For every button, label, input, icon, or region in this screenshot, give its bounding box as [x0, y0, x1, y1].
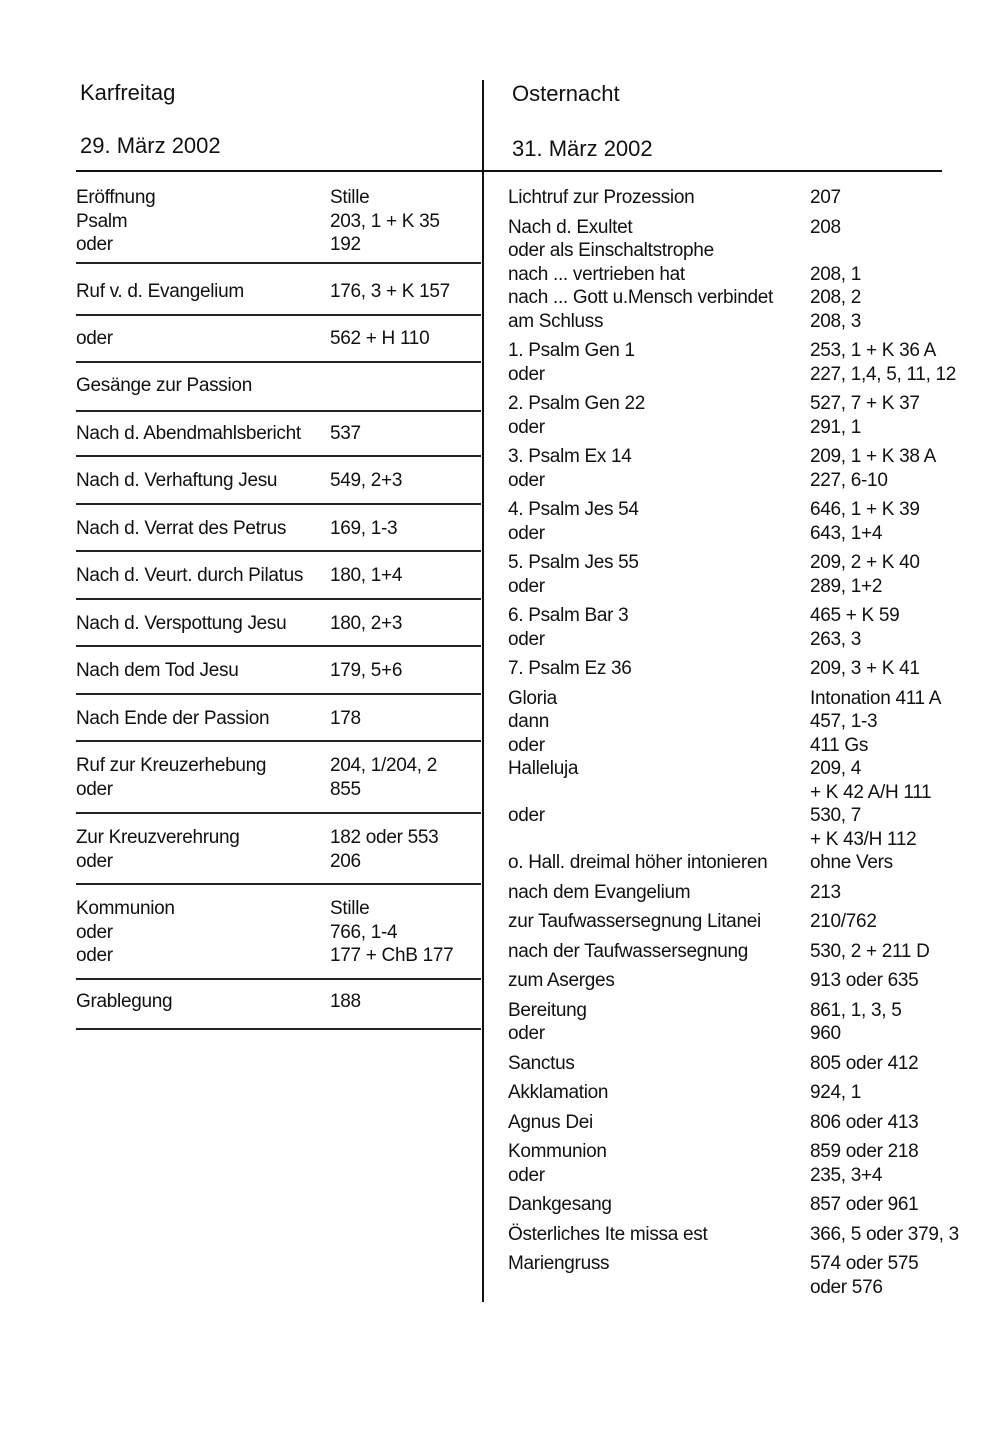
item-value: 253, 1 + K 36 A: [810, 340, 936, 361]
list-item: [508, 551, 968, 575]
item-value: 857 oder 961: [810, 1194, 919, 1215]
item-label: nach der Taufwassersegnung: [508, 940, 749, 962]
item-value: Intonation 411 A: [810, 687, 942, 709]
item-value: 263, 3: [810, 628, 862, 650]
left-group: [76, 564, 481, 588]
item-label: 3. Psalm Ex 14: [508, 446, 632, 467]
left-group: [76, 754, 481, 801]
list-item: [508, 969, 968, 993]
list-item: [76, 921, 481, 945]
list-item: [508, 910, 968, 934]
list-item: [508, 239, 968, 263]
list-item: [508, 628, 968, 652]
item-value: 646, 1 + K 39: [810, 499, 920, 520]
list-item: [508, 828, 968, 852]
item-label: Kommunion: [508, 1141, 607, 1162]
item-label: oder: [508, 363, 545, 385]
list-item: [508, 416, 968, 440]
right-group: [508, 910, 968, 934]
list-item: [508, 1223, 968, 1247]
item-value: 209, 2 + K 40: [810, 552, 920, 573]
row-divider: [76, 883, 481, 885]
list-item: [508, 804, 968, 828]
list-item: [508, 186, 968, 210]
item-value: 210/762: [810, 911, 877, 932]
item-value: oder 576: [810, 1276, 883, 1298]
list-item: [76, 850, 481, 874]
left-group: [76, 469, 481, 493]
left-title: Karfreitag: [80, 80, 176, 105]
item-label: Grablegung: [76, 991, 173, 1012]
list-item: [76, 186, 481, 210]
right-group: [508, 881, 968, 905]
item-label: 6. Psalm Bar 3: [508, 605, 629, 626]
list-item: [508, 734, 968, 758]
column-divider: [482, 80, 484, 1302]
item-label: oder: [76, 778, 113, 800]
left-date: 29. März 2002: [80, 133, 221, 158]
item-label: oder: [508, 734, 545, 756]
item-value: 859 oder 218: [810, 1141, 919, 1162]
item-value: + K 42 A/H 111: [810, 781, 932, 803]
item-label: nach dem Evangelium: [508, 881, 691, 903]
item-value: 411 Gs: [810, 734, 869, 756]
list-item: [76, 659, 481, 683]
list-item: [508, 1081, 968, 1105]
list-item: [508, 498, 968, 522]
item-label: dann: [508, 711, 550, 732]
row-divider: [76, 262, 481, 264]
item-label: 1. Psalm Gen 1: [508, 340, 635, 361]
item-value: 457, 1-3: [810, 711, 878, 732]
list-item: [508, 469, 968, 493]
item-label: [508, 1276, 810, 1300]
item-label: Ruf zur Kreuzerhebung: [76, 755, 267, 776]
list-item: [508, 781, 968, 805]
item-label: nach ... Gott u.Mensch verbindet: [508, 287, 773, 308]
list-item: [76, 754, 481, 778]
list-item: [508, 1252, 968, 1276]
item-value: 562 + H 110: [330, 328, 430, 349]
item-value: [330, 374, 481, 398]
item-label: oder: [76, 921, 113, 943]
list-item: [508, 940, 968, 964]
item-label: oder: [508, 469, 545, 491]
item-value: 182 oder 553: [330, 827, 439, 848]
item-value: 208, 1: [810, 263, 862, 285]
list-item: [508, 286, 968, 310]
list-item: [508, 1052, 968, 1076]
right-column: [508, 186, 968, 1305]
item-label: oder als Einschaltstrophe: [508, 240, 714, 261]
row-divider: [76, 812, 481, 814]
item-label: Ruf v. d. Evangelium: [76, 281, 244, 302]
row-divider: [76, 978, 481, 980]
list-item: [76, 517, 481, 541]
list-item: [508, 339, 968, 363]
right-group: [508, 1223, 968, 1247]
right-group: [508, 1193, 968, 1217]
item-label: 7. Psalm Ez 36: [508, 658, 632, 679]
item-label: zur Taufwassersegnung Litanei: [508, 911, 761, 932]
item-value: 855: [330, 778, 361, 800]
item-value: 291, 1: [810, 416, 862, 438]
item-value: 178: [330, 708, 361, 729]
row-divider: [76, 455, 481, 457]
list-item: [508, 881, 968, 905]
item-value: 192: [330, 234, 361, 255]
item-value: 206: [330, 850, 361, 872]
left-group: [76, 517, 481, 541]
item-value: 176, 3 + K 157: [330, 281, 450, 302]
list-item: [508, 604, 968, 628]
item-value: 643, 1+4: [810, 522, 883, 544]
item-value: 207: [810, 187, 841, 208]
item-label: Zur Kreuzverehrung: [76, 827, 240, 848]
row-divider: [76, 361, 481, 363]
item-value: 203, 1 + K 35: [330, 210, 440, 232]
row-divider: [76, 598, 481, 600]
item-label: Sanctus: [508, 1052, 575, 1074]
item-label: 5. Psalm Jes 55: [508, 552, 639, 573]
left-group: [76, 612, 481, 636]
item-value: 766, 1-4: [330, 921, 398, 943]
left-group: [76, 186, 481, 257]
item-label: Gesänge zur Passion: [76, 375, 252, 396]
item-label: oder: [508, 1164, 545, 1186]
left-group: [76, 659, 481, 683]
item-label: Mariengruss: [508, 1253, 610, 1274]
item-value: 806 oder 413: [810, 1111, 919, 1133]
item-label: oder: [508, 1023, 545, 1044]
item-label: Österliches Ite missa est: [508, 1223, 708, 1245]
right-group: [508, 604, 968, 651]
list-item: [508, 1193, 968, 1217]
item-label: Gloria: [508, 687, 557, 709]
item-label: Nach d. Verrat des Petrus: [76, 518, 287, 539]
item-value: 180, 2+3: [330, 613, 403, 634]
list-item: [508, 216, 968, 240]
item-label: Nach d. Verhaftung Jesu: [76, 470, 278, 491]
row-divider: [76, 740, 481, 742]
item-value: + K 43/H 112: [810, 828, 917, 850]
list-item: [508, 1140, 968, 1164]
list-item: [508, 710, 968, 734]
item-label: oder: [76, 234, 113, 255]
right-group: [508, 186, 968, 210]
list-item: [508, 657, 968, 681]
right-group: [508, 445, 968, 492]
right-group: [508, 940, 968, 964]
item-label: o. Hall. dreimal höher intonieren: [508, 852, 768, 873]
item-value: ohne Vers: [810, 852, 893, 873]
item-value: 208: [810, 216, 841, 238]
list-item: [508, 687, 968, 711]
item-label: oder: [508, 416, 545, 438]
item-value: 227, 1,4, 5, 11, 12: [810, 363, 957, 385]
list-item: [508, 263, 968, 287]
item-value: [810, 239, 968, 263]
item-label: nach ... vertrieben hat: [508, 263, 685, 285]
list-item: [76, 707, 481, 731]
item-value: 924, 1: [810, 1082, 862, 1103]
left-group: [76, 327, 481, 351]
item-label: Nach Ende der Passion: [76, 708, 270, 729]
item-value: 366, 5 oder 379, 3: [810, 1223, 959, 1245]
item-label: Nach d. Abendmahlsbericht: [76, 423, 301, 444]
right-group: [508, 969, 968, 993]
list-item: [508, 1164, 968, 1188]
item-label: oder: [508, 522, 545, 544]
row-divider: [76, 1028, 481, 1030]
left-group: [76, 422, 481, 446]
list-item: [76, 210, 481, 234]
left-group: [76, 707, 481, 731]
item-label: Halleluja: [508, 758, 579, 779]
row-divider: [76, 693, 481, 695]
item-value: 180, 1+4: [330, 565, 403, 586]
item-value: 960: [810, 1023, 841, 1044]
list-item: [508, 999, 968, 1023]
list-item: [76, 564, 481, 588]
item-value: 549, 2+3: [330, 470, 403, 491]
item-label: Dankgesang: [508, 1194, 612, 1215]
item-value: 537: [330, 423, 361, 444]
item-value: 177 + ChB 177: [330, 945, 454, 966]
item-value: 805 oder 412: [810, 1052, 919, 1074]
list-item: [508, 392, 968, 416]
item-value: 208, 2: [810, 287, 862, 308]
item-label: oder: [76, 328, 113, 349]
right-date: 31. März 2002: [512, 136, 653, 161]
item-label: Nach d. Verspottung Jesu: [76, 613, 287, 634]
left-group: [76, 280, 481, 304]
row-divider: [76, 503, 481, 505]
right-group: [508, 339, 968, 386]
item-value: 530, 7: [810, 805, 862, 826]
item-value: 465 + K 59: [810, 605, 900, 626]
item-value: 179, 5+6: [330, 660, 403, 681]
left-group: [76, 374, 481, 398]
list-item: [508, 445, 968, 469]
list-item: [508, 310, 968, 334]
item-label: Psalm: [76, 210, 128, 232]
list-item: [76, 990, 481, 1014]
list-item: [508, 1111, 968, 1135]
right-group: [508, 1111, 968, 1135]
list-item: [508, 363, 968, 387]
item-label: zum Aserges: [508, 970, 615, 991]
right-group: [508, 999, 968, 1046]
list-item: [76, 374, 481, 398]
list-item: [508, 1276, 968, 1300]
item-label: Nach d. Exultet: [508, 216, 633, 238]
list-item: [76, 778, 481, 802]
list-item: [76, 826, 481, 850]
left-group: [76, 990, 481, 1014]
list-item: [76, 327, 481, 351]
right-title: Osternacht: [512, 81, 620, 106]
right-group: [508, 1140, 968, 1187]
item-value: 235, 3+4: [810, 1164, 883, 1186]
row-divider: [76, 550, 481, 552]
list-item: [508, 757, 968, 781]
right-group: [508, 1052, 968, 1076]
item-label: oder: [76, 850, 113, 872]
right-group: [508, 216, 968, 334]
right-group: [508, 1252, 968, 1299]
row-divider: [76, 645, 481, 647]
item-label: Akklamation: [508, 1082, 609, 1103]
item-label: Bereitung: [508, 999, 587, 1021]
header-rule: [76, 170, 942, 172]
row-divider: [76, 314, 481, 316]
list-item: [508, 575, 968, 599]
left-group: [76, 897, 481, 968]
right-group: [508, 1081, 968, 1105]
right-group: [508, 687, 968, 875]
item-value: 169, 1-3: [330, 518, 398, 539]
item-label: Lichtruf zur Prozession: [508, 187, 695, 208]
item-value: 209, 4: [810, 758, 862, 779]
left-group: [76, 826, 481, 873]
item-label: Nach dem Tod Jesu: [76, 660, 239, 681]
row-divider: [76, 410, 481, 412]
item-value: 289, 1+2: [810, 575, 883, 597]
item-label: oder: [508, 628, 545, 650]
list-item: [508, 522, 968, 546]
list-item: [76, 422, 481, 446]
list-item: [76, 944, 481, 968]
item-value: 861, 1, 3, 5: [810, 999, 902, 1021]
item-value: 574 oder 575: [810, 1253, 919, 1274]
item-label: Eröffnung: [76, 187, 156, 208]
item-label: 2. Psalm Gen 22: [508, 393, 646, 414]
item-value: 209, 3 + K 41: [810, 658, 920, 679]
item-value: 530, 2 + 211 D: [810, 940, 930, 962]
item-label: oder: [76, 945, 113, 966]
item-label: Nach d. Veurt. durch Pilatus: [76, 565, 304, 586]
item-label: [508, 828, 810, 852]
list-item: [76, 233, 481, 257]
list-item: [76, 612, 481, 636]
list-item: [76, 280, 481, 304]
item-value: 913 oder 635: [810, 970, 919, 991]
list-item: [508, 851, 968, 875]
item-label: 4. Psalm Jes 54: [508, 499, 639, 520]
right-group: [508, 392, 968, 439]
list-item: [508, 1022, 968, 1046]
item-value: 204, 1/204, 2: [330, 755, 438, 776]
item-label: oder: [508, 575, 545, 597]
right-group: [508, 657, 968, 681]
item-value: Stille: [330, 898, 370, 919]
item-value: 227, 6-10: [810, 469, 888, 491]
item-label: Kommunion: [76, 898, 175, 919]
item-value: 213: [810, 881, 841, 903]
item-label: [508, 781, 810, 805]
right-group: [508, 498, 968, 545]
list-item: [76, 897, 481, 921]
item-value: 209, 1 + K 38 A: [810, 446, 936, 467]
item-value: Stille: [330, 187, 370, 208]
right-group: [508, 551, 968, 598]
item-label: Agnus Dei: [508, 1111, 593, 1133]
item-value: 208, 3: [810, 310, 862, 332]
item-value: 527, 7 + K 37: [810, 393, 920, 414]
item-value: 188: [330, 991, 361, 1012]
item-label: oder: [508, 805, 545, 826]
item-label: am Schluss: [508, 310, 604, 332]
list-item: [76, 469, 481, 493]
